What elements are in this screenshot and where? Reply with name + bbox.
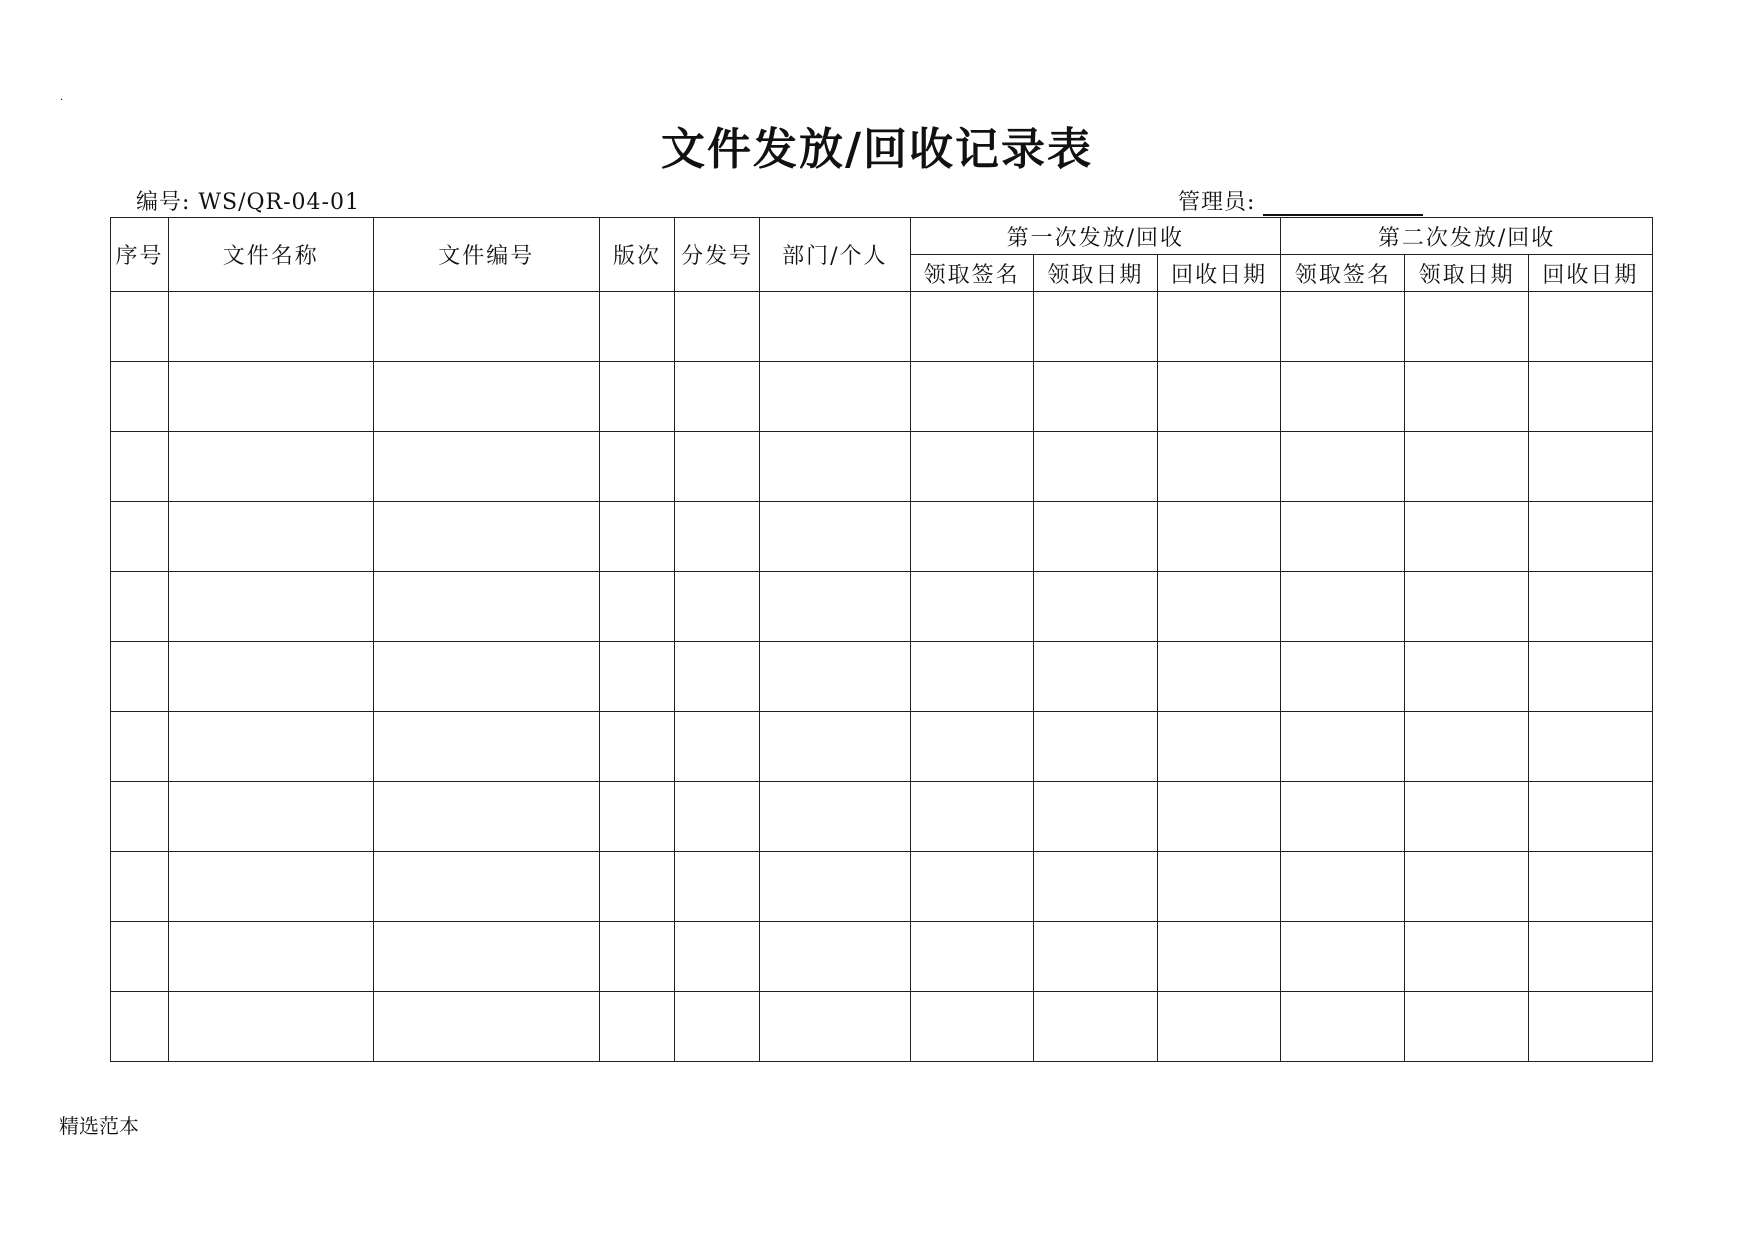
- cell-g1-return-date[interactable]: [1157, 712, 1280, 782]
- cell-g2-receive-sign[interactable]: [1281, 502, 1405, 572]
- cell-doc-name[interactable]: [169, 992, 373, 1062]
- cell-dept-person[interactable]: [760, 432, 910, 502]
- manager-blank-line[interactable]: [1263, 190, 1423, 216]
- header-dist-number: 分发号: [675, 218, 760, 292]
- cell-g2-return-date[interactable]: [1528, 642, 1652, 712]
- cell-g2-receive-date[interactable]: [1405, 292, 1528, 362]
- cell-g2-return-date[interactable]: [1528, 572, 1652, 642]
- header-row-1: [111, 218, 1653, 255]
- cell-dept-person[interactable]: [760, 362, 910, 432]
- cell-doc-name[interactable]: [169, 292, 373, 362]
- footer-note: 精选范本: [59, 1114, 139, 1138]
- cell-seq[interactable]: [111, 502, 169, 572]
- cell-g1-receive-date[interactable]: [1033, 782, 1157, 852]
- table-row: [111, 852, 1653, 922]
- cell-dist-number[interactable]: [675, 852, 760, 922]
- cell-doc-name[interactable]: [169, 572, 373, 642]
- table-row: [111, 292, 1653, 362]
- cell-g2-return-date[interactable]: [1528, 502, 1652, 572]
- record-table: [110, 217, 1653, 1062]
- cell-g1-receive-sign[interactable]: [910, 362, 1033, 432]
- cell-g2-receive-date[interactable]: [1405, 782, 1528, 852]
- cell-seq[interactable]: [111, 922, 169, 992]
- table-row: [111, 502, 1653, 572]
- cell-g1-receive-date[interactable]: [1033, 502, 1157, 572]
- cell-g1-receive-sign[interactable]: [910, 642, 1033, 712]
- top-mark: ·: [60, 95, 64, 106]
- cell-g1-return-date[interactable]: [1157, 852, 1280, 922]
- cell-g1-receive-date[interactable]: [1033, 992, 1157, 1062]
- cell-dist-number[interactable]: [675, 782, 760, 852]
- cell-g2-receive-sign[interactable]: [1281, 992, 1405, 1062]
- cell-doc-name[interactable]: [169, 642, 373, 712]
- cell-doc-name[interactable]: [169, 922, 373, 992]
- cell-doc-number[interactable]: [373, 572, 599, 642]
- cell-g2-return-date[interactable]: [1528, 852, 1652, 922]
- cell-g2-receive-date[interactable]: [1405, 642, 1528, 712]
- cell-g2-return-date[interactable]: [1528, 782, 1652, 852]
- cell-g1-receive-sign[interactable]: [910, 712, 1033, 782]
- header-g2-receive-sign: 领取签名: [1281, 255, 1405, 292]
- cell-g2-return-date[interactable]: [1528, 292, 1652, 362]
- cell-dist-number[interactable]: [675, 922, 760, 992]
- cell-g2-return-date[interactable]: [1528, 992, 1652, 1062]
- cell-dept-person[interactable]: [760, 922, 910, 992]
- cell-doc-number[interactable]: [373, 642, 599, 712]
- cell-g1-return-date[interactable]: [1157, 362, 1280, 432]
- cell-version[interactable]: [599, 642, 674, 712]
- cell-version[interactable]: [599, 572, 674, 642]
- cell-version[interactable]: [599, 992, 674, 1062]
- cell-seq[interactable]: [111, 712, 169, 782]
- cell-version[interactable]: [599, 782, 674, 852]
- cell-g2-return-date[interactable]: [1528, 712, 1652, 782]
- manager-field: [1178, 188, 1423, 218]
- cell-g2-receive-sign[interactable]: [1281, 712, 1405, 782]
- cell-g2-receive-sign[interactable]: [1281, 642, 1405, 712]
- header-g2-return-date: 回收日期: [1528, 255, 1652, 292]
- cell-dist-number[interactable]: [675, 292, 760, 362]
- cell-dept-person[interactable]: [760, 992, 910, 1062]
- cell-g1-receive-sign[interactable]: [910, 502, 1033, 572]
- cell-g2-receive-sign[interactable]: [1281, 362, 1405, 432]
- cell-g2-receive-date[interactable]: [1405, 992, 1528, 1062]
- cell-dept-person[interactable]: [760, 852, 910, 922]
- cell-seq[interactable]: [111, 992, 169, 1062]
- cell-seq[interactable]: [111, 852, 169, 922]
- header-version: 版次: [599, 218, 674, 292]
- cell-g2-receive-sign[interactable]: [1281, 432, 1405, 502]
- cell-g2-receive-date[interactable]: [1405, 362, 1528, 432]
- cell-g2-receive-date[interactable]: [1405, 922, 1528, 992]
- cell-dist-number[interactable]: [675, 432, 760, 502]
- cell-version[interactable]: [599, 362, 674, 432]
- cell-g2-return-date[interactable]: [1528, 432, 1652, 502]
- table-row: [111, 782, 1653, 852]
- cell-g2-return-date[interactable]: [1528, 922, 1652, 992]
- cell-doc-number[interactable]: [373, 712, 599, 782]
- cell-doc-number[interactable]: [373, 782, 599, 852]
- cell-version[interactable]: [599, 292, 674, 362]
- cell-version[interactable]: [599, 502, 674, 572]
- header-dept-person: 部门/个人: [760, 218, 910, 292]
- cell-dist-number[interactable]: [675, 502, 760, 572]
- cell-version[interactable]: [599, 432, 674, 502]
- cell-doc-number[interactable]: [373, 432, 599, 502]
- cell-g2-receive-sign[interactable]: [1281, 572, 1405, 642]
- cell-g2-receive-date[interactable]: [1405, 502, 1528, 572]
- cell-doc-number[interactable]: [373, 362, 599, 432]
- cell-dist-number[interactable]: [675, 712, 760, 782]
- cell-seq[interactable]: [111, 572, 169, 642]
- cell-doc-name[interactable]: [169, 782, 373, 852]
- cell-version[interactable]: [599, 852, 674, 922]
- cell-doc-name[interactable]: [169, 852, 373, 922]
- header-g1-receive-sign: 领取签名: [910, 255, 1033, 292]
- cell-g2-return-date[interactable]: [1528, 362, 1652, 432]
- table-row: [111, 432, 1653, 502]
- cell-dist-number[interactable]: [675, 992, 760, 1062]
- cell-g1-receive-sign[interactable]: [910, 782, 1033, 852]
- cell-doc-number[interactable]: [373, 852, 599, 922]
- cell-g1-receive-date[interactable]: [1033, 852, 1157, 922]
- cell-dept-person[interactable]: [760, 712, 910, 782]
- cell-seq[interactable]: [111, 642, 169, 712]
- cell-g1-receive-date[interactable]: [1033, 712, 1157, 782]
- cell-g1-receive-date[interactable]: [1033, 642, 1157, 712]
- cell-g1-return-date[interactable]: [1157, 292, 1280, 362]
- cell-g1-receive-sign[interactable]: [910, 852, 1033, 922]
- cell-g1-return-date[interactable]: [1157, 502, 1280, 572]
- table-row: [111, 992, 1653, 1062]
- cell-version[interactable]: [599, 922, 674, 992]
- cell-dept-person[interactable]: [760, 642, 910, 712]
- cell-dist-number[interactable]: [675, 642, 760, 712]
- header-doc-name: 文件名称: [169, 218, 373, 292]
- cell-g1-return-date[interactable]: [1157, 922, 1280, 992]
- cell-g1-return-date[interactable]: [1157, 782, 1280, 852]
- cell-g2-receive-sign[interactable]: [1281, 292, 1405, 362]
- cell-g1-return-date[interactable]: [1157, 572, 1280, 642]
- cell-dist-number[interactable]: [675, 362, 760, 432]
- cell-dept-person[interactable]: [760, 502, 910, 572]
- table-body: [111, 292, 1653, 1062]
- form-code: 编号: WS/QR-04-01: [136, 190, 360, 215]
- header-seq: 序号: [111, 218, 169, 292]
- cell-g1-receive-sign[interactable]: [910, 922, 1033, 992]
- cell-doc-name[interactable]: [169, 362, 373, 432]
- cell-version[interactable]: [599, 712, 674, 782]
- cell-g1-return-date[interactable]: [1157, 992, 1280, 1062]
- cell-g2-receive-date[interactable]: [1405, 712, 1528, 782]
- cell-doc-number[interactable]: [373, 922, 599, 992]
- manager-label: 管理员:: [1178, 190, 1256, 215]
- cell-doc-name[interactable]: [169, 432, 373, 502]
- cell-g1-receive-date[interactable]: [1033, 432, 1157, 502]
- header-g2-receive-date: 领取日期: [1405, 255, 1528, 292]
- table-row: [111, 572, 1653, 642]
- cell-g1-receive-date[interactable]: [1033, 362, 1157, 432]
- header-group-second: 第二次发放/回收: [1281, 218, 1653, 255]
- cell-seq[interactable]: [111, 432, 169, 502]
- header-g1-return-date: 回收日期: [1157, 255, 1280, 292]
- cell-g2-receive-date[interactable]: [1405, 432, 1528, 502]
- table-row: [111, 712, 1653, 782]
- cell-g1-receive-date[interactable]: [1033, 572, 1157, 642]
- header-doc-number: 文件编号: [373, 218, 599, 292]
- cell-doc-name[interactable]: [169, 712, 373, 782]
- cell-g1-receive-sign[interactable]: [910, 432, 1033, 502]
- cell-g1-return-date[interactable]: [1157, 642, 1280, 712]
- cell-g1-return-date[interactable]: [1157, 432, 1280, 502]
- cell-g2-receive-date[interactable]: [1405, 572, 1528, 642]
- table-row: [111, 362, 1653, 432]
- cell-g1-receive-sign[interactable]: [910, 292, 1033, 362]
- cell-dist-number[interactable]: [675, 572, 760, 642]
- cell-g1-receive-date[interactable]: [1033, 292, 1157, 362]
- cell-dept-person[interactable]: [760, 292, 910, 362]
- cell-doc-number[interactable]: [373, 502, 599, 572]
- cell-seq[interactable]: [111, 362, 169, 432]
- cell-g2-receive-date[interactable]: [1405, 852, 1528, 922]
- cell-g1-receive-sign[interactable]: [910, 992, 1033, 1062]
- header-group-first: 第一次发放/回收: [910, 218, 1281, 255]
- cell-g1-receive-sign[interactable]: [910, 572, 1033, 642]
- cell-seq[interactable]: [111, 782, 169, 852]
- cell-g2-receive-sign[interactable]: [1281, 922, 1405, 992]
- cell-g2-receive-sign[interactable]: [1281, 782, 1405, 852]
- table-row: [111, 922, 1653, 992]
- cell-g2-receive-sign[interactable]: [1281, 852, 1405, 922]
- cell-dept-person[interactable]: [760, 572, 910, 642]
- cell-doc-number[interactable]: [373, 992, 599, 1062]
- header-g1-receive-date: 领取日期: [1033, 255, 1157, 292]
- cell-dept-person[interactable]: [760, 782, 910, 852]
- cell-doc-number[interactable]: [373, 292, 599, 362]
- cell-seq[interactable]: [111, 292, 169, 362]
- document-title: 文件发放/回收记录表: [660, 124, 1094, 175]
- table-row: [111, 642, 1653, 712]
- cell-g1-receive-date[interactable]: [1033, 922, 1157, 992]
- cell-doc-name[interactable]: [169, 502, 373, 572]
